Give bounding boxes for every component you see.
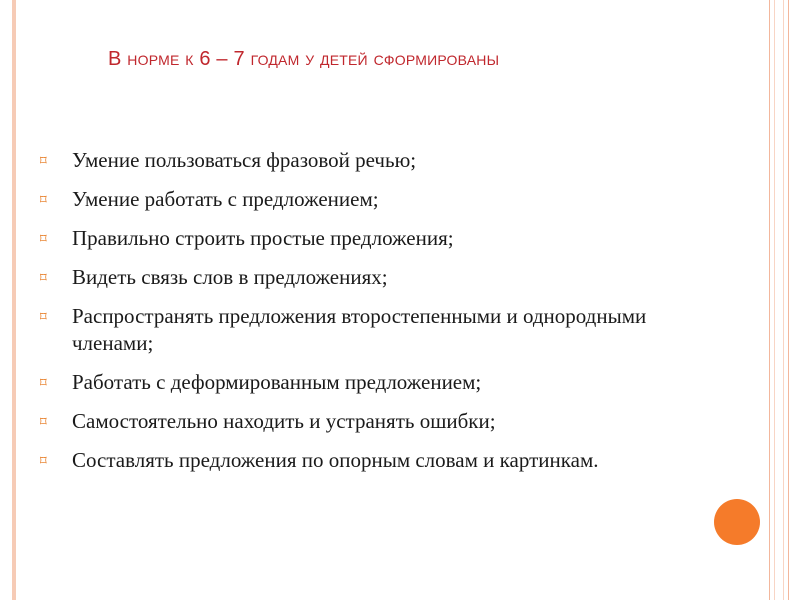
bullet-icon: ⌑ — [40, 193, 47, 208]
list-item-text: Правильно строить простые предложения; — [72, 226, 454, 250]
left-frame-line — [12, 0, 16, 600]
bullet-icon: ⌑ — [40, 376, 47, 391]
bullet-icon: ⌑ — [40, 454, 47, 469]
list-item — [40, 186, 660, 213]
list-item — [40, 225, 660, 252]
list-item-text: Умение работать с предложением; — [72, 187, 379, 211]
list-item-text: Видеть связь слов в предложениях; — [72, 265, 388, 289]
decorative-circle-icon — [714, 499, 760, 545]
right-frame-inner-line — [774, 0, 784, 600]
bullet-icon: ⌑ — [40, 154, 47, 169]
list-item — [40, 303, 660, 357]
slide-title: В норме к 6 – 7 годам у детей сформированы — [108, 48, 500, 70]
bullet-icon: ⌑ — [40, 232, 47, 247]
list-item — [40, 408, 660, 435]
list-item-text: Самостоятельно находить и устранять ошибки; — [72, 409, 496, 433]
bullet-icon: ⌑ — [40, 310, 47, 325]
bullet-icon: ⌑ — [40, 271, 47, 286]
list-item — [40, 147, 660, 174]
list-item — [40, 264, 660, 291]
list-item-text: Составлять предложения по опорным словам и картинкам. — [72, 448, 599, 472]
list-item — [40, 369, 660, 396]
list-item-text: Умение пользоваться фразовой речью; — [72, 148, 417, 172]
list-item-text: Работать с деформированным предложением; — [72, 370, 482, 394]
list-item — [40, 447, 660, 474]
bullet-icon: ⌑ — [40, 415, 47, 430]
bullet-list — [40, 147, 660, 486]
list-item-text: Распространять предложения второстепенными и однородными членами; — [72, 304, 647, 355]
